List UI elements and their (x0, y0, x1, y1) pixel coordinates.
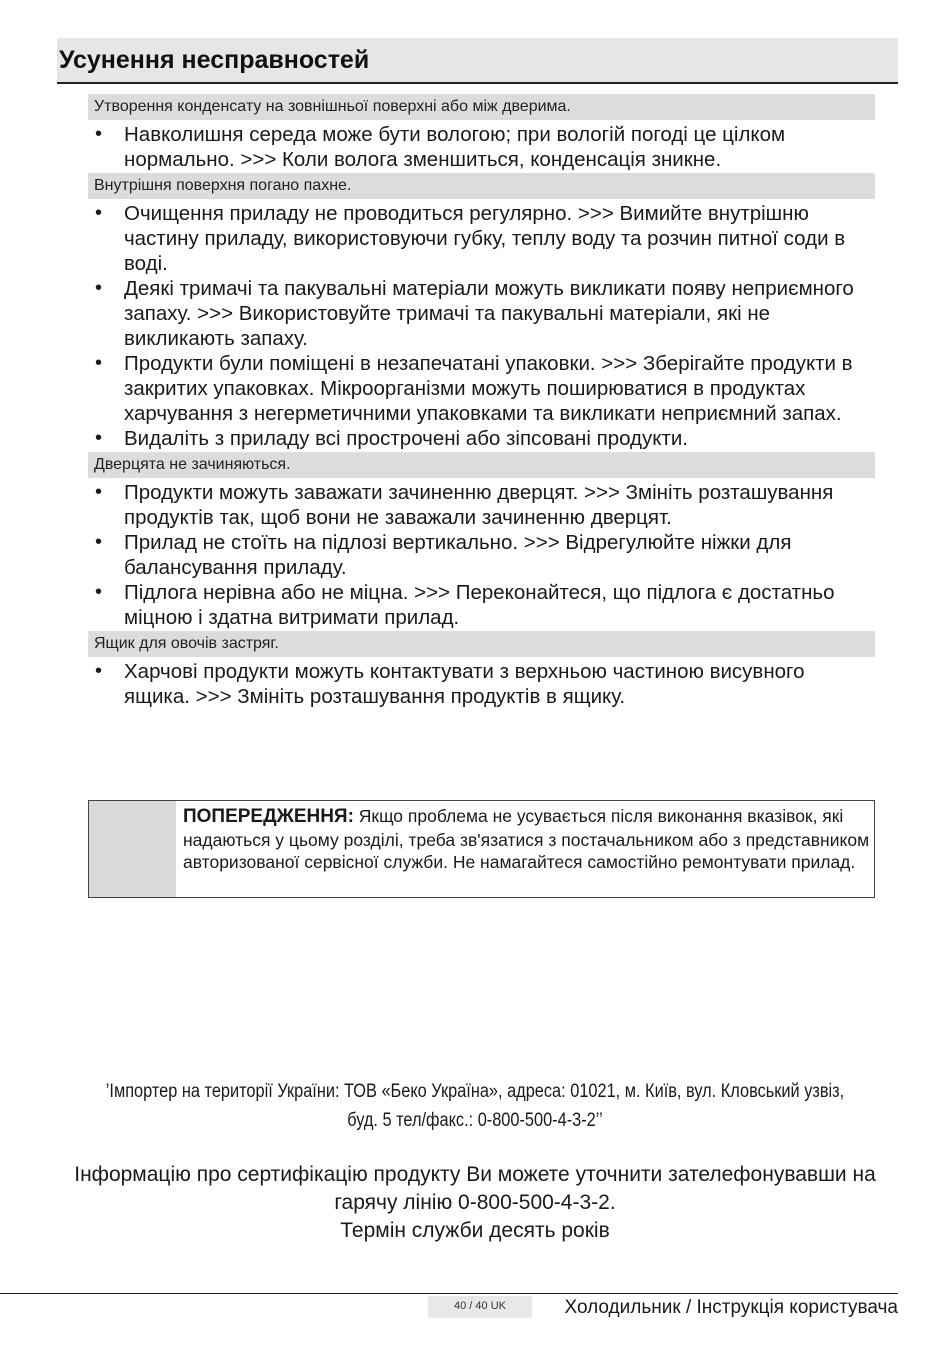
bullet-icon: • (95, 427, 103, 449)
warning-box (88, 800, 875, 898)
list-item: • Продукти були поміщені в незапечатані упаковки. >>> Зберігайте продукти в закритих упаковках. Мікроорганізми можуть поширюватися в продуктах харчування з негерметичними упаковками та викликати неприємний запах. (95, 352, 853, 425)
troubleshooting-section (88, 631, 875, 710)
warning-label: ПОПЕРЕДЖЕННЯ: (183, 806, 354, 827)
section-items (88, 657, 875, 710)
bullet-icon: • (95, 123, 103, 145)
troubleshooting-section (88, 94, 875, 173)
page-number: 40 / 40 UK (428, 1296, 532, 1318)
section-items (88, 478, 875, 631)
importer-info: ’Імпортер на території України: ТОВ «Беко Україна», адреса: 01021, м. Київ, вул. Кловський узвіз, буд. 5 тел/факс.: 0-800-500-4-3-2’’ (105, 1081, 845, 1131)
section-heading: Дверцята не зачиняються. (88, 452, 875, 478)
bullet-icon: • (95, 202, 103, 224)
service-life: Термін служби десять років (340, 1219, 610, 1242)
bullet-icon: • (95, 581, 103, 603)
troubleshooting-content (88, 94, 875, 710)
list-item: • Видаліть з приладу всі прострочені або зіпсовані продукти. (95, 427, 689, 450)
list-item: • Навколишня середа може бути вологою; при вологій погоді це цілком нормально. >>> Коли волога зменшиться, конденсація зникне. (95, 123, 786, 171)
section-items (88, 199, 875, 452)
warning-sidebar (89, 801, 176, 897)
bullet-icon: • (95, 660, 103, 682)
troubleshooting-section (88, 173, 875, 452)
footer-title: Холодильник / Інструкція користувача (564, 1297, 898, 1318)
list-item: • Деякі тримачі та пакувальні матеріали можуть викликати появу неприємного запаху. >>> Використовуйте тримачі та пакувальні матеріали, які не викликають запаху. (95, 277, 854, 350)
warning-body: Якщо проблема не усувається після виконання вказівок, які надаються у цьому розділі, треба зв'язатися з постачальником або з представником авторизованої сервісної служби. Не намагайтеся самостійно ремонтувати прилад. (183, 806, 870, 872)
list-item: • Прилад не стоїть на підлозі вертикально. >>> Відрегулюйте ніжки для балансування приладу. (95, 531, 792, 579)
list-item: • Харчові продукти можуть контактувати з верхньою частиною висувного ящика. >>> Змініть розташування продуктів в ящику. (95, 660, 805, 708)
footer-divider (0, 1293, 898, 1294)
section-heading: Ящик для овочів застряг. (88, 631, 875, 657)
section-heading: Утворення конденсату на зовнішньої поверхні або між дверима. (88, 94, 875, 120)
list-item: • Продукти можуть заважати зачиненню дверцят. >>> Змініть розташування продуктів так, щоб вони не заважали зачиненню дверцят. (95, 481, 834, 529)
page-title: Усунення несправностей (59, 46, 370, 74)
page-title-bar (57, 38, 898, 84)
section-heading: Внутрішня поверхня погано пахне. (88, 173, 875, 199)
troubleshooting-section (88, 452, 875, 631)
warning-text (183, 805, 871, 874)
certification-info: Інформацію про сертифікацію продукту Ви можете уточнити зателефонувавши на гарячу лінію 0-800-500-4-3-2. (74, 1163, 876, 1214)
bullet-icon: • (95, 352, 103, 374)
list-item: • Очищення приладу не проводиться регулярно. >>> Вимийте внутрішню частину приладу, використовуючи губку, теплу воду та розчин питної соди в воді. (95, 202, 846, 275)
section-items (88, 120, 875, 173)
bullet-icon: • (95, 277, 103, 299)
list-item: • Підлога нерівна або не міцна. >>> Переконайтеся, що підлога є достатньо міцною і здатна витримати прилад. (95, 581, 835, 629)
bullet-icon: • (95, 481, 103, 503)
bullet-icon: • (95, 531, 103, 553)
